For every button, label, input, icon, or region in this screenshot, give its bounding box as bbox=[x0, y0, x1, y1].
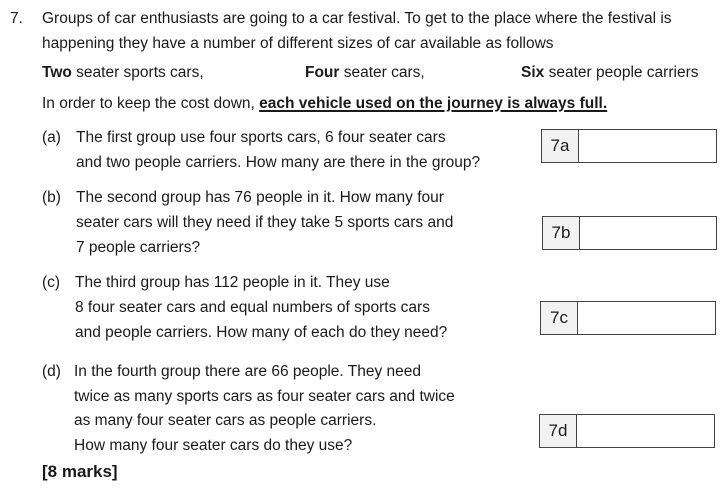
answer-field-7c[interactable] bbox=[578, 302, 715, 334]
question-number: 7. bbox=[10, 10, 23, 27]
car-type-two-text: seater sports cars, bbox=[71, 64, 204, 81]
part-b-line-3: 7 people carriers? bbox=[76, 239, 201, 256]
cost-line bbox=[42, 94, 607, 114]
part-d-line-3: as many four seater cars as people carriers. bbox=[74, 412, 377, 429]
answer-box-7c bbox=[540, 301, 716, 335]
part-a-line-1: The first group use four sports cars, 6 four seater cars bbox=[76, 129, 446, 146]
part-b-line-2: seater cars will they need if they take 5 sports cars and bbox=[76, 214, 454, 231]
marks-label: [8 marks] bbox=[42, 462, 118, 481]
part-c-line-1: The third group has 112 people in it. They use bbox=[75, 274, 390, 291]
car-type-two bbox=[42, 63, 204, 83]
answer-box-7c-label: 7c bbox=[541, 302, 578, 334]
answer-field-7a[interactable] bbox=[579, 130, 716, 162]
part-d-letter: (d) bbox=[42, 363, 61, 380]
part-b-letter: (b) bbox=[42, 189, 61, 206]
part-d-line-4: How many four seater cars do they use? bbox=[74, 437, 353, 454]
part-d-line-2: twice as many sports cars as four seater cars and twice bbox=[74, 388, 455, 405]
car-type-four-bold: Four bbox=[305, 64, 340, 81]
answer-box-7b-label: 7b bbox=[543, 217, 580, 249]
car-type-four bbox=[305, 63, 425, 83]
car-type-four-text: seater cars, bbox=[339, 64, 425, 81]
car-type-two-bold: Two bbox=[42, 64, 72, 81]
part-b-line-1: The second group has 76 people in it. How many four bbox=[76, 189, 444, 206]
intro-line-2: happening they have a number of different sizes of car available as follows bbox=[42, 35, 554, 52]
answer-field-7b[interactable] bbox=[580, 217, 716, 249]
part-c-line-2: 8 four seater cars and equal numbers of sports cars bbox=[75, 299, 430, 316]
car-type-six-text: seater people carriers bbox=[544, 64, 699, 81]
answer-field-7d[interactable] bbox=[577, 415, 714, 447]
intro-line-1: Groups of car enthusiasts are going to a car festival. To get to the place where the festival is bbox=[42, 10, 672, 27]
part-c-line-3: and people carriers. How many of each do they need? bbox=[75, 324, 448, 341]
answer-box-7d bbox=[539, 414, 715, 448]
car-type-six-bold: Six bbox=[521, 64, 545, 81]
cost-emphasis: each vehicle used on the journey is always full. bbox=[259, 95, 608, 112]
part-d-line-1: In the fourth group there are 66 people. They need bbox=[74, 363, 421, 380]
answer-box-7a bbox=[541, 129, 717, 163]
cost-prefix: In order to keep the cost down, bbox=[42, 95, 260, 112]
car-type-six bbox=[521, 63, 698, 83]
part-a-letter: (a) bbox=[42, 129, 61, 146]
answer-box-7d-label: 7d bbox=[540, 415, 577, 447]
part-c-letter: (c) bbox=[42, 274, 61, 291]
answer-box-7b bbox=[542, 216, 717, 250]
part-a-line-2: and two people carriers. How many are there in the group? bbox=[76, 154, 481, 171]
answer-box-7a-label: 7a bbox=[542, 130, 579, 162]
